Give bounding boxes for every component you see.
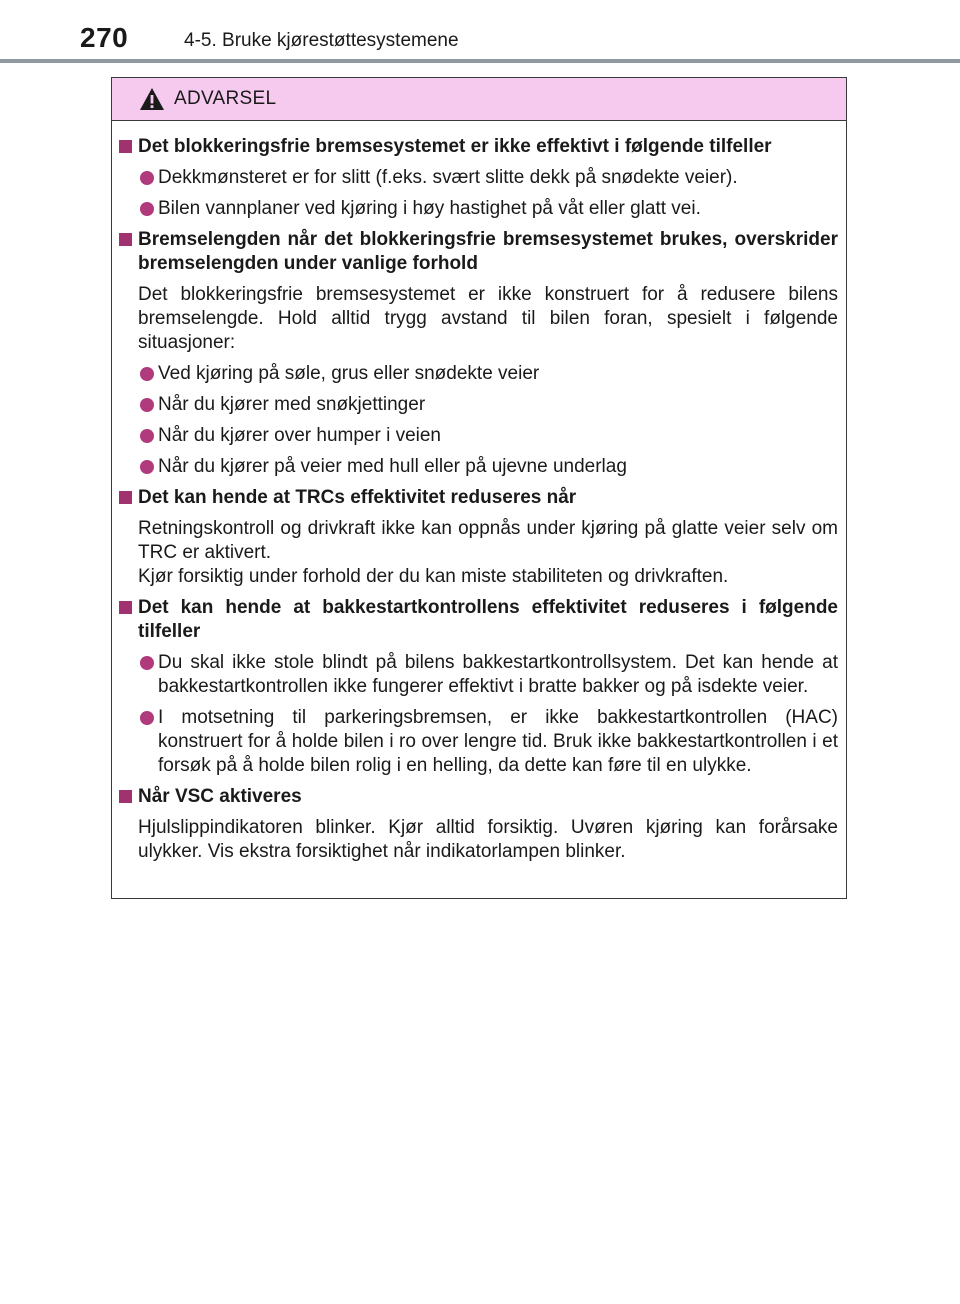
list-item — [118, 424, 838, 448]
section-heading — [118, 135, 838, 159]
warning-triangle-icon — [139, 87, 165, 111]
section-heading — [118, 596, 838, 644]
square-bullet-icon — [119, 491, 132, 504]
square-bullet-icon — [119, 140, 132, 153]
paragraph-text: Retningskontroll og drivkraft ikke kan oppnås under kjøring på glatte veier selv om TRC er aktivert. — [138, 518, 838, 563]
section-heading — [118, 785, 838, 809]
warning-header — [112, 78, 846, 121]
list-item — [118, 362, 838, 386]
circle-bullet-icon — [140, 656, 154, 670]
header-divider — [0, 59, 960, 63]
paragraph-text: Hjulslippindikatoren blinker. Kjør alltid forsiktig. Uvøren kjøring kan forårsake ulykker. Vis ekstra forsiktighet når indikatorlampen blinker. — [138, 817, 838, 862]
circle-bullet-icon — [140, 711, 154, 725]
section-heading-text: Det kan hende at bakkestartkontrollens effektivitet reduseres i følgende tilfeller — [138, 597, 838, 642]
paragraph — [118, 283, 838, 355]
list-item — [118, 706, 838, 778]
list-item-text: Bilen vannplaner ved kjøring i høy hastighet på våt eller glatt vei. — [158, 198, 701, 219]
paragraph-text: Det blokkeringsfrie bremsesystemet er ikke konstruert for å redusere bilens bremselengde. Hold alltid trygg avstand til bilen foran, spesielt i følgende situasjoner: — [138, 284, 838, 353]
section-heading-text: Bremselengden når det blokkeringsfrie bremsesystemet brukes, overskrider bremselengden under vanlige forhold — [138, 229, 838, 274]
list-item-text: Dekkmønsteret er for slitt (f.eks. svært slitte dekk på snødekte veier). — [158, 167, 738, 188]
section-heading — [118, 486, 838, 510]
list-item-text: I motsetning til parkeringsbremsen, er ikke bakkestartkontrollen (HAC) konstruert for å holde bilen i ro over lengre tid. Bruk ikke bakkestartkontrollen i et forsøk på å holde bilen rolig i en helling, da dette kan føre til en ulykke. — [158, 707, 838, 776]
square-bullet-icon — [119, 790, 132, 803]
list-item — [118, 455, 838, 479]
list-item — [118, 197, 838, 221]
section-title: 4-5. Bruke kjørestøttesystemene — [184, 30, 459, 51]
warning-label: ADVARSEL — [174, 88, 277, 109]
list-item-text: Når du kjører over humper i veien — [158, 425, 441, 446]
list-item — [118, 651, 838, 699]
circle-bullet-icon — [140, 171, 154, 185]
warning-box — [111, 77, 847, 899]
paragraph-text: Kjør forsiktig under forhold der du kan miste stabiliteten og drivkraften. — [138, 566, 729, 587]
paragraph — [118, 517, 838, 589]
list-item-text: Du skal ikke stole blindt på bilens bakkestartkontrollsystem. Det kan hende at bakkestartkontrollen ikke fungerer effektivt i bratte bakker og på isdekte veier. — [158, 652, 838, 697]
circle-bullet-icon — [140, 429, 154, 443]
square-bullet-icon — [119, 233, 132, 246]
page-header — [0, 0, 960, 64]
section-heading-text: Det kan hende at TRCs effektivitet reduseres når — [138, 487, 577, 508]
list-item — [118, 393, 838, 417]
list-item-text: Når du kjører med snøkjettinger — [158, 394, 426, 415]
circle-bullet-icon — [140, 398, 154, 412]
square-bullet-icon — [119, 601, 132, 614]
warning-body — [112, 121, 846, 864]
circle-bullet-icon — [140, 202, 154, 216]
section-heading-text: Når VSC aktiveres — [138, 786, 302, 807]
section-heading-text: Det blokkeringsfrie bremsesystemet er ikke effektivt i følgende tilfeller — [138, 136, 772, 157]
section-heading — [118, 228, 838, 276]
list-item — [118, 166, 838, 190]
page-number: 270 — [80, 22, 129, 53]
circle-bullet-icon — [140, 367, 154, 381]
list-item-text: Når du kjører på veier med hull eller på ujevne underlag — [158, 456, 627, 477]
list-item-text: Ved kjøring på søle, grus eller snødekte veier — [158, 363, 540, 384]
circle-bullet-icon — [140, 460, 154, 474]
paragraph — [118, 816, 838, 864]
